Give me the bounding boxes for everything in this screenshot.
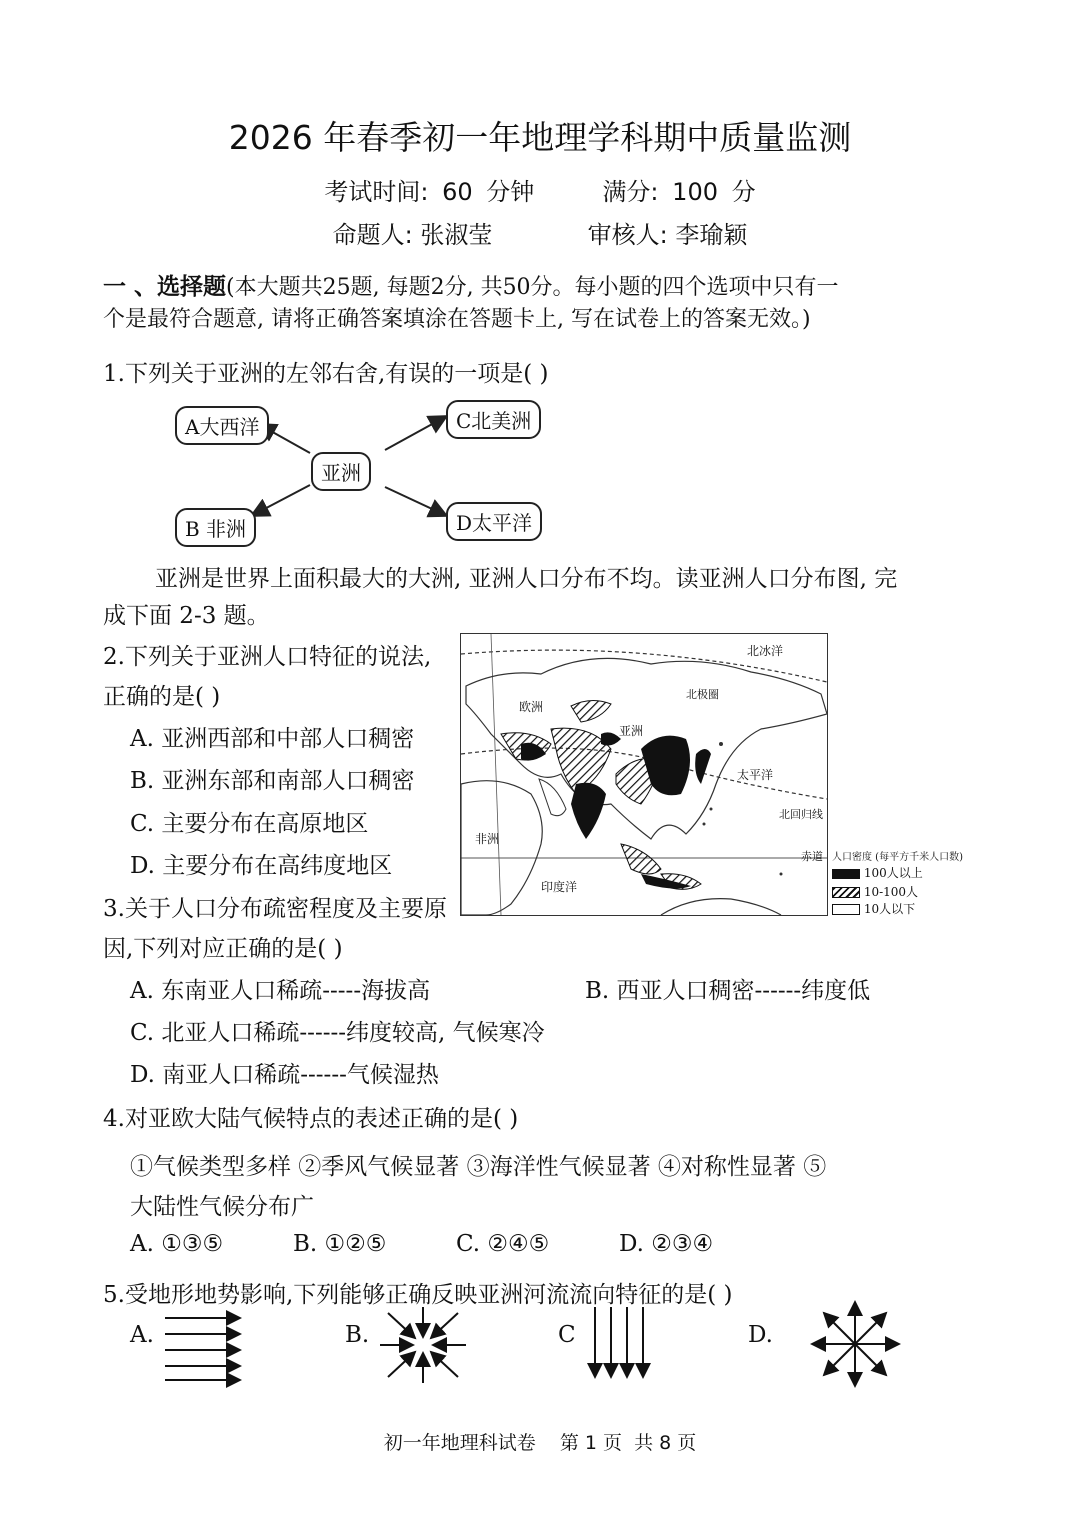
q3-option-d: D. 南亚人口稀疏------气候湿热 [130, 1062, 439, 1088]
time-label: 考试时间: [324, 178, 429, 206]
q2-option-d: D. 主要分布在高纬度地区 [130, 853, 393, 879]
q5-option-d-arrows-outward [808, 1298, 903, 1390]
q4-items-2: 大陆性气候分布广 [130, 1194, 314, 1220]
map-label-equator: 赤道 [801, 850, 823, 863]
page-footer: 初一年地理科试卷 第 1 页 共 8 页 [383, 1432, 697, 1454]
q2-stem-1: 2.下列关于亚洲人口特征的说法, [103, 644, 432, 670]
q5-option-c-arrows-south [585, 1305, 655, 1385]
q5-option-a-arrows-east [160, 1308, 250, 1388]
time-value: 60 分钟 [442, 178, 535, 206]
exam-info-time-score [0, 172, 1080, 207]
map-label-arctic-ocean: 北冰洋 [747, 644, 784, 658]
q2-stem-2: 正确的是( ) [103, 684, 221, 710]
map-label-asia: 亚洲 [619, 724, 644, 738]
q1-stem: 1.下列关于亚洲的左邻右舍,有误的一项是( ) [103, 361, 549, 387]
q5-option-b-label: B. [345, 1322, 370, 1348]
q3-stem-1: 3.关于人口分布疏密程度及主要原 [103, 896, 447, 922]
exam-info-authors [0, 215, 1080, 250]
q1-center-asia: 亚洲 [311, 452, 371, 491]
q4-option-b: B. ①②⑤ [293, 1231, 387, 1257]
q5-option-d-label: D. [748, 1322, 773, 1348]
map-legend-title: 人口密度 (每平方千米人口数) [832, 852, 963, 863]
q4-items-1: ①气候类型多样 ②季风气候显著 ③海洋性气候显著 ④对称性显著 ⑤ [130, 1154, 827, 1180]
score-value: 100 分 [672, 178, 756, 206]
legend-mid-label: 10-100人 [863, 885, 919, 899]
q4-option-a: A. ①③⑤ [130, 1231, 224, 1257]
map-label-pacific: 太平洋 [737, 768, 774, 782]
q4-option-c: C. ②④⑤ [456, 1231, 550, 1257]
legend-mid-swatch [832, 887, 860, 898]
q2-option-a: A. 亚洲西部和中部人口稠密 [130, 726, 415, 752]
map-legend-mid [832, 883, 918, 900]
q4-stem: 4.对亚欧大陆气候特点的表述正确的是( ) [103, 1106, 519, 1132]
section-note-2: 个是最符合题意, 请将正确答案填涂在答题卡上, 写在试卷上的答案无效。) [103, 307, 811, 332]
score-label: 满分: [602, 178, 659, 206]
q2-option-c: C. 主要分布在高原地区 [130, 811, 369, 837]
section-title: 一 、选择题 [103, 274, 227, 300]
reviewer-label: 审核人: [587, 221, 668, 249]
asia-population-map [460, 633, 828, 916]
section-note-1: (本大题共25题, 每题2分, 共50分。每小题的四个选项中只有一 [226, 275, 839, 300]
q4-option-d: D. ②③④ [619, 1231, 714, 1257]
q3-option-a: A. 东南亚人口稀疏-----海拔高 [130, 978, 431, 1004]
author-name: 张淑莹 [420, 221, 493, 249]
q3-stem-2: 因,下列对应正确的是( ) [103, 936, 343, 962]
author-label: 命题人: [332, 221, 413, 249]
legend-high-swatch [832, 869, 860, 879]
q5-stem: 5.受地形地势影响,下列能够正确反映亚洲河流流向特征的是( ) [103, 1282, 733, 1308]
q1-option-c-box: C北美洲 [446, 400, 541, 439]
q1-option-b-box: B 非洲 [175, 508, 256, 547]
q1-option-a-box: A大西洋 [175, 406, 269, 445]
map-legend-high [832, 864, 923, 881]
legend-low-label: 10人以下 [863, 902, 916, 916]
exam-title: 2026 年春季初一年地理学科期中质量监测 [228, 118, 852, 157]
q5-option-a-label: A. [130, 1322, 154, 1348]
q2-option-b: B. 亚洲东部和南部人口稠密 [130, 768, 415, 794]
passage-line-1: 亚洲是世界上面积最大的大洲, 亚洲人口分布不均。读亚洲人口分布图, 完 [155, 566, 898, 592]
q5-option-b-arrows-inward [378, 1305, 468, 1385]
q1-option-d-box: D太平洋 [446, 502, 542, 541]
legend-high-label: 100人以上 [863, 866, 923, 880]
reviewer-name: 李瑜颖 [675, 221, 748, 249]
map-legend-low [832, 900, 915, 917]
map-label-indian-ocean: 印度洋 [541, 880, 578, 894]
section-heading-line [103, 268, 839, 301]
passage-line-2: 成下面 2-3 题。 [103, 603, 270, 629]
map-label-africa: 非洲 [475, 832, 500, 846]
map-label-tropic: 北回归线 [779, 808, 823, 821]
map-label-europe: 欧洲 [519, 700, 544, 714]
map-label-arctic-circle: 北极圈 [686, 688, 719, 701]
q3-option-c: C. 北亚人口稀疏------纬度较高, 气候寒冷 [130, 1020, 545, 1046]
legend-low-swatch [832, 904, 860, 915]
q3-option-b: B. 西亚人口稠密------纬度低 [585, 978, 871, 1004]
q5-option-c-label: C [558, 1322, 576, 1348]
